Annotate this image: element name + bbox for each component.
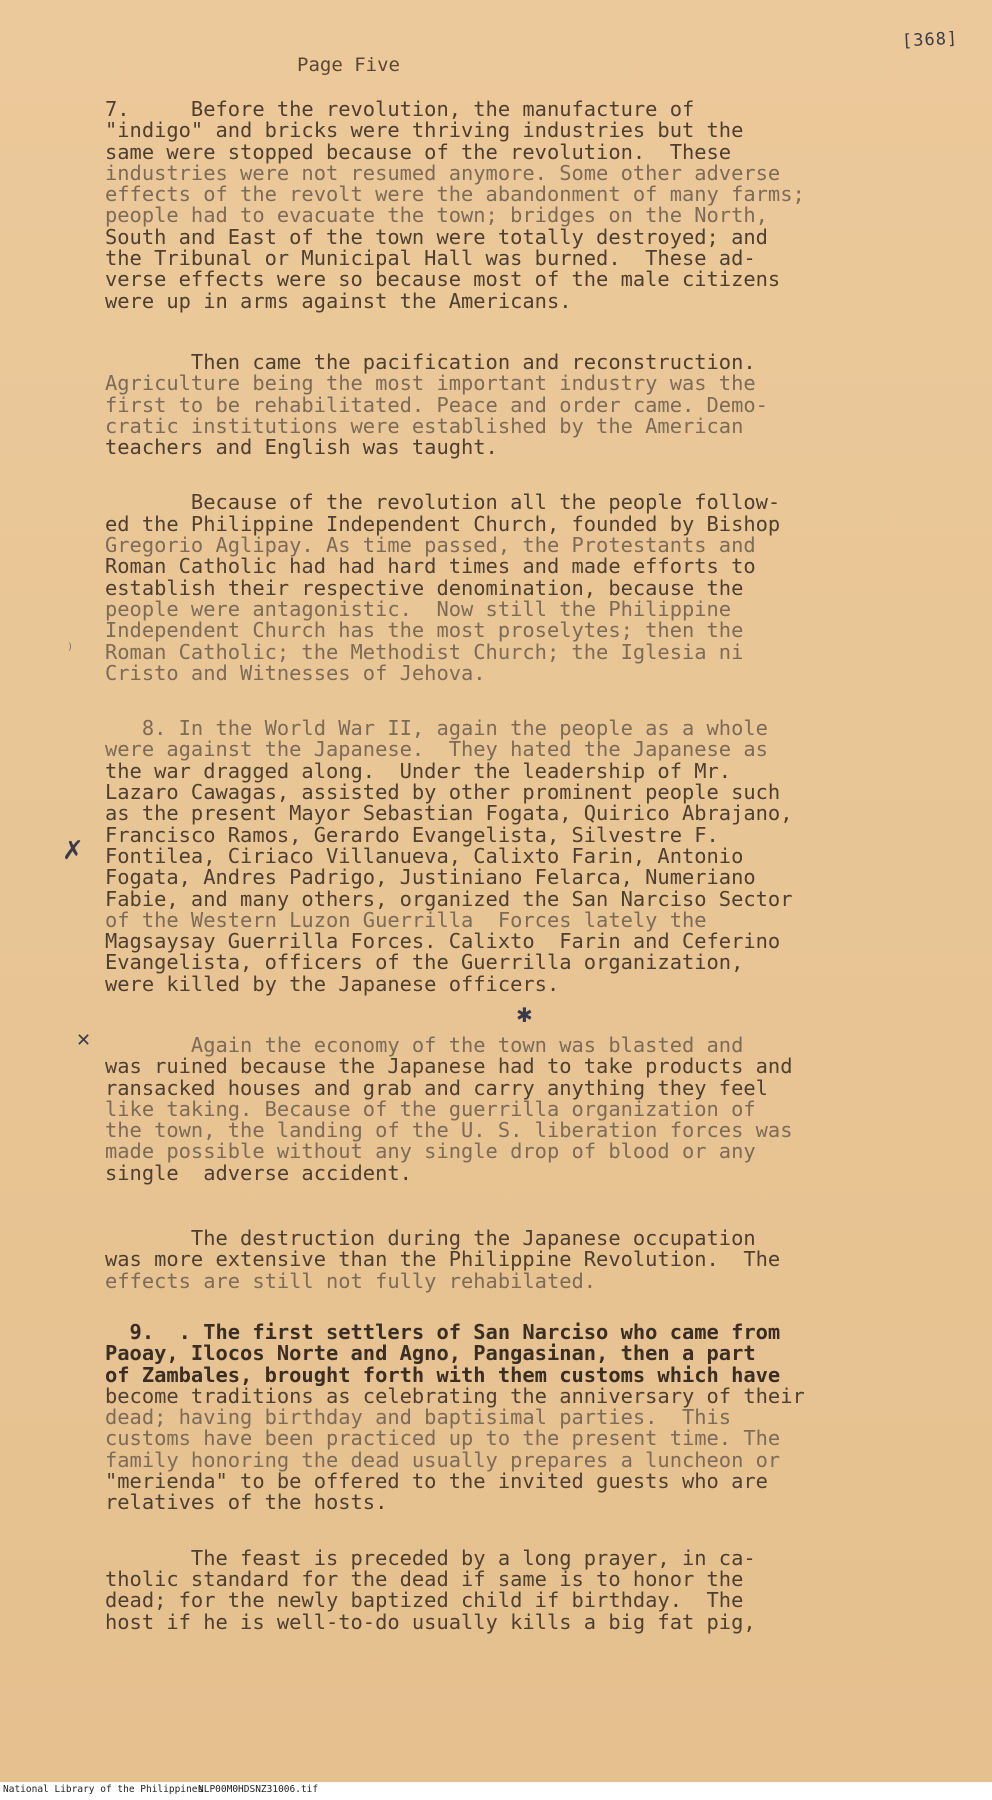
text-line: as the present Mayor Sebastian Fogata, Quirico Abrajano, [105, 801, 793, 826]
scan-footer [0, 1782, 992, 1800]
text-line: dead; having birthday and baptisimal parties. This [105, 1405, 732, 1430]
text-line: verse effects were so because most of the male citizens [105, 267, 781, 292]
text-line: were killed by the Japanese officers. [105, 971, 560, 996]
text-line: people had to evacuate the town; bridges on the North, [105, 203, 768, 228]
paragraph-destruction [105, 1228, 930, 1292]
text-line: relatives of the hosts. [105, 1490, 388, 1515]
paragraph-pacification [105, 349, 930, 460]
text-line: Then came the pacification and reconstruction. [105, 349, 756, 374]
paragraph-economy [105, 1032, 930, 1185]
paragraph-world-war-ii [105, 718, 930, 995]
paragraph-revolution-effects [105, 99, 930, 312]
body-text [105, 99, 930, 1633]
text-line: was ruined because the Japanese had to take products and [105, 1054, 793, 1079]
text-line: 8. In the World War II, again the people as a whole [105, 716, 768, 741]
footer-institution: National Library of the Philippines [3, 1784, 204, 1795]
handwritten-star-mark-icon: ✱ [516, 1003, 533, 1027]
text-line: Fogata, Andres Padrigo, Justiniano Felarca, Numeriano [105, 865, 756, 890]
text-line: first to be rehabilitated. Peace and order came. Demo- [105, 392, 768, 417]
text-line: Agriculture being the most important industry was the [105, 371, 756, 396]
text-line: effects of the revolt were the abandonment of many farms; [105, 182, 805, 207]
text-line: were against the Japanese. They hated the Japanese as [105, 737, 768, 762]
text-line: become traditions as celebrating the anniversary of their [105, 1383, 805, 1408]
text-line: teachers and English was taught. [105, 435, 498, 460]
text-line: ed the Philippine Independent Church, founded by Bishop [105, 511, 781, 536]
text-line: Because of the revolution all the people follow- [105, 490, 781, 515]
text-line: same were stopped because of the revolution. These [105, 139, 732, 164]
pencil-tick-mark-icon: ⁾ [68, 640, 72, 659]
text-line: Evangelista, officers of the Guerrilla organization, [105, 950, 744, 975]
text-line: was more extensive than the Philippine Revolution. The [105, 1247, 781, 1272]
text-line: Roman Catholic had had hard times and made efforts to [105, 554, 756, 579]
text-line: establish their respective denomination, because the [105, 575, 744, 600]
text-line: Again the economy of the town was blasted and [105, 1032, 744, 1057]
text-line: ransacked houses and grab and carry anything they feel [105, 1075, 768, 1100]
text-line: single adverse accident. [105, 1160, 412, 1185]
text-line: 7. Before the revolution, the manufacture of [105, 97, 695, 121]
text-line: Paoay, Ilocos Norte and Agno, Pangasinan, then a part [105, 1341, 756, 1366]
text-line: South and East of the town were totally destroyed; and [105, 224, 768, 249]
text-line: made possible without any single drop of blood or any [105, 1139, 756, 1164]
text-line: like taking. Because of the guerrilla organization of [105, 1096, 756, 1121]
paragraph-religion [105, 492, 930, 684]
text-line: dead; for the newly baptized child if birthday. The [105, 1588, 744, 1613]
page-label: Page Five [297, 54, 400, 76]
text-line: Gregorio Aglipay. As time passed, the Protestants and [105, 533, 756, 558]
text-line: Independent Church has the most proselytes; then the [105, 618, 744, 643]
text-line: Francisco Ramos, Gerardo Evangelista, Silvestre F. [105, 822, 719, 847]
text-line: Cristo and Witnesses of Jehova. [105, 660, 486, 685]
handwritten-cross-mark-icon: ✗ [62, 836, 84, 866]
paragraph-feast [105, 1545, 930, 1634]
text-line: Fontilea, Ciriaco Villanueva, Calixto Farin, Antonio [105, 843, 744, 868]
text-line: host if he is well-to-do usually kills a big fat pig, [105, 1609, 756, 1634]
footer-file-name: NLP00M0HDSNZ31006.tif [198, 1784, 319, 1795]
text-line: "indigo" and bricks were thriving industries but the [105, 118, 744, 143]
text-line: cratic institutions were established by the American [105, 413, 744, 438]
text-line: the war dragged along. Under the leadership of Mr. [105, 758, 732, 783]
text-line: tholic standard for the dead if same is to honor the [105, 1566, 744, 1591]
text-line: people were antagonistic. Now still the Philippine [105, 596, 732, 621]
text-line: 9. . The first settlers of San Narciso who came from [105, 1319, 781, 1344]
text-line: The feast is preceded by a long prayer, in ca- [105, 1545, 756, 1570]
text-line: family honoring the dead usually prepares a luncheon or [105, 1447, 781, 1472]
text-line: Lazaro Cawagas, assisted by other prominent people such [105, 780, 781, 805]
text-line: industries were not resumed anymore. Some other adverse [105, 160, 781, 185]
text-line: the Tribunal or Municipal Hall was burned. These ad- [105, 246, 756, 271]
text-line: The destruction during the Japanese occupation [105, 1226, 756, 1251]
text-line: Roman Catholic; the Methodist Church; the Iglesia ni [105, 639, 744, 664]
text-line: were up in arms against the Americans. [105, 288, 572, 313]
handwritten-asterisk-mark-icon: ✕ [76, 1030, 92, 1051]
text-line: customs have been practiced up to the present time. The [105, 1426, 781, 1451]
text-line: of Zambales, brought forth with them customs which have [105, 1362, 781, 1387]
text-line: of the Western Luzon Guerrilla Forces lately the [105, 907, 707, 932]
text-line: the town, the landing of the U. S. liberation forces was [105, 1118, 793, 1143]
text-line: "merienda" to be offered to the invited guests who are [105, 1469, 768, 1494]
text-line: Fabie, and many others, organized the San Narciso Sector [105, 886, 793, 911]
archive-number: [368] [901, 28, 959, 52]
text-line: effects are still not fully rehabilated. [105, 1268, 597, 1293]
text-line: Magsaysay Guerrilla Forces. Calixto Farin and Ceferino [105, 929, 781, 954]
paragraph-customs [105, 1319, 930, 1515]
